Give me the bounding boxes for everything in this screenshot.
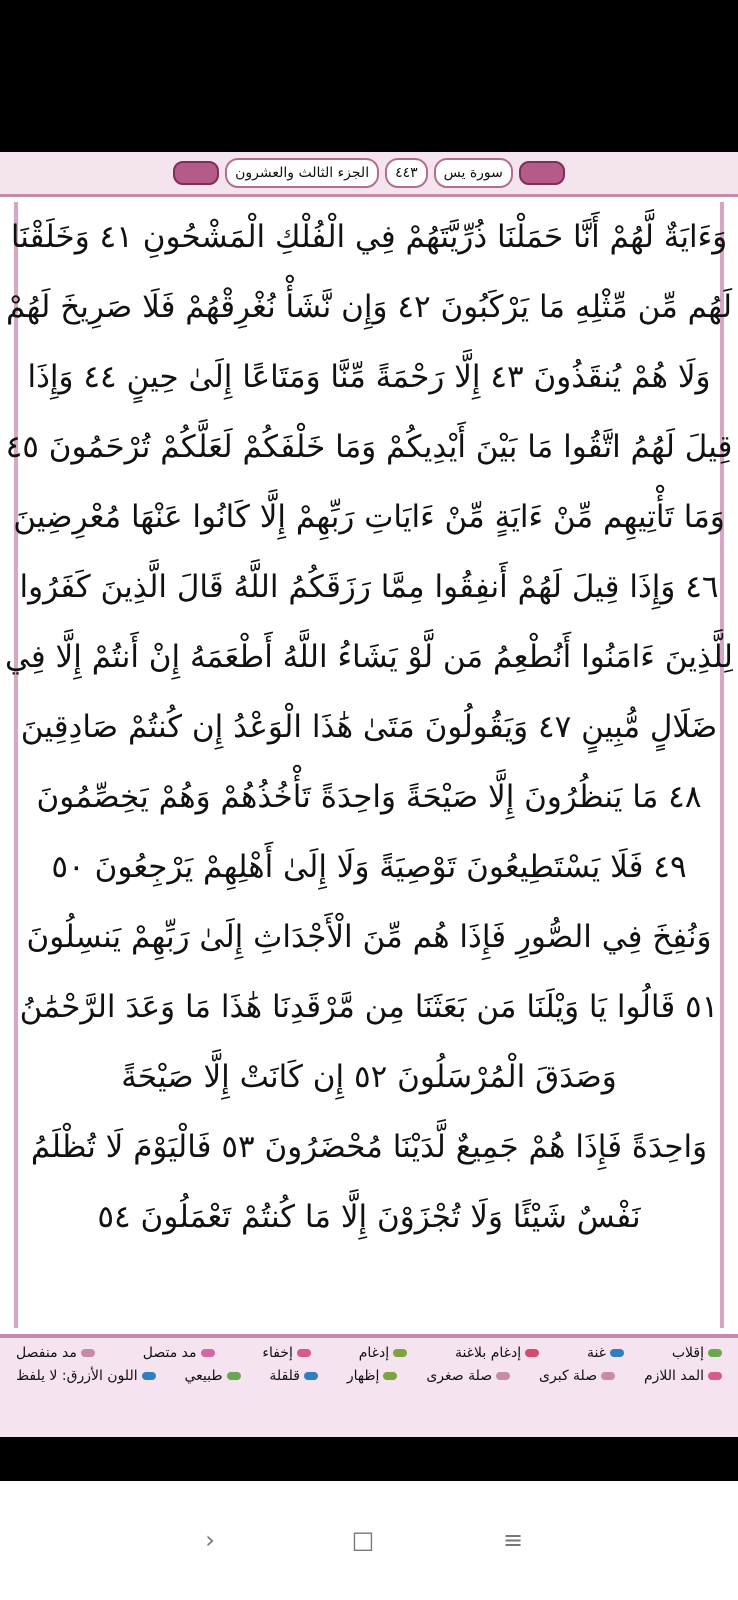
verse-line: وَلَا هُمْ يُنقَذُونَ ٤٣ إِلَّا رَحْمَةً مِّنَّا وَمَتَاعًا إِلَىٰ حِينٍ ٤٤ وَإِذَا — [27, 359, 711, 395]
system-nav-bar — [0, 1481, 738, 1600]
verse-line: لَهُم مِّن مِّثْلِهِ مَا يَرْكَبُونَ ٤٢ وَإِن نَّشَأْ نُغْرِقْهُمْ فَلَا صَرِيخَ لَهُمْ — [5, 289, 733, 325]
header-ornament-icon — [519, 161, 565, 185]
bottom-black-bar — [0, 1437, 738, 1481]
legend-item: مد منفصل — [16, 1345, 95, 1361]
juz-label: الجزء الثالث والعشرون — [225, 158, 379, 188]
legend-item: غنة — [587, 1345, 624, 1361]
legend-item: طبيعي — [185, 1368, 241, 1384]
legend-item: صلة كبرى — [539, 1368, 615, 1384]
verse-line: ٤٦ وَإِذَا قِيلَ لَهُمْ أَنفِقُوا مِمَّا رَزَقَكُمُ اللَّهُ قَالَ الَّذِينَ كَفَرُوا — [19, 569, 719, 605]
legend-item: مد متصل — [143, 1345, 215, 1361]
legend-row — [0, 1338, 738, 1361]
legend-item: صلة صغرى — [426, 1368, 510, 1384]
top-black-bar — [0, 0, 738, 152]
legend-item: إقلاب — [672, 1345, 722, 1361]
verse-text-area — [5, 202, 733, 1328]
header-ornament-icon — [173, 161, 219, 185]
quran-page — [0, 152, 738, 1437]
surah-name: سورة يس — [434, 158, 513, 188]
tajweed-legend — [0, 1334, 738, 1441]
page-header — [0, 152, 738, 197]
legend-item: إخفاء — [262, 1345, 310, 1361]
verse-line: قِيلَ لَهُمُ اتَّقُوا مَا بَيْنَ أَيْدِيكُمْ وَمَا خَلْفَكُمْ لَعَلَّكُمْ تُرْحَمُونَ ٤٥ — [5, 429, 733, 465]
verse-line: وَنُفِخَ فِي الصُّورِ فَإِذَا هُم مِّنَ الْأَجْدَاثِ إِلَىٰ رَبِّهِمْ يَنسِلُونَ — [26, 919, 712, 955]
verse-line: نَفْسٌ شَيْئًا وَلَا تُجْزَوْنَ إِلَّا مَا كُنتُمْ تَعْمَلُونَ ٥٤ — [97, 1199, 641, 1235]
home-icon[interactable]: □ — [351, 1526, 375, 1554]
verse-line: وَصَدَقَ الْمُرْسَلُونَ ٥٢ إِن كَانَتْ إِلَّا صَيْحَةً — [121, 1059, 617, 1095]
page-number: ٤٤٣ — [385, 158, 428, 188]
verse-line: ضَلَالٍ مُّبِينٍ ٤٧ وَيَقُولُونَ مَتَىٰ هَٰذَا الْوَعْدُ إِن كُنتُمْ صَادِقِينَ — [20, 709, 718, 745]
legend-item: اللون الأزرق: لا يلفظ — [16, 1368, 156, 1384]
verse-line: لِلَّذِينَ ءَامَنُوا أَنُطْعِمُ مَن لَّوْ يَشَاءُ اللَّهُ أَطْعَمَهُ إِنْ أَنتُمْ إِلَّا فِي — [5, 639, 733, 675]
legend-item: قلقلة — [269, 1368, 318, 1384]
verse-line: ٥١ قَالُوا يَا وَيْلَنَا مَن بَعَثَنَا مِن مَّرْقَدِنَا هَٰذَا مَا وَعَدَ الرَّحْمَٰنُ — [19, 989, 719, 1025]
legend-row — [0, 1361, 738, 1384]
legend-item: إدغام — [359, 1345, 407, 1361]
legend-item: إدغام بلاغنة — [455, 1345, 539, 1361]
legend-item: المد اللازم — [644, 1368, 722, 1384]
verse-line: وَمَا تَأْتِيهِم مِّنْ ءَايَةٍ مِّنْ ءَايَاتِ رَبِّهِمْ إِلَّا كَانُوا عَنْهَا مُعْرِضِينَ — [13, 499, 725, 535]
verse-line: ٤٨ مَا يَنظُرُونَ إِلَّا صَيْحَةً وَاحِدَةً تَأْخُذُهُمْ وَهُمْ يَخِصِّمُونَ — [36, 779, 702, 815]
verse-line: وَاحِدَةً فَإِذَا هُمْ جَمِيعٌ لَّدَيْنَا مُحْضَرُونَ ٥٣ فَالْيَوْمَ لَا تُظْلَمُ — [30, 1129, 708, 1165]
verse-line: ٤٩ فَلَا يَسْتَطِيعُونَ تَوْصِيَةً وَلَا إِلَىٰ أَهْلِهِمْ يَرْجِعُونَ ٥٠ — [51, 849, 687, 885]
legend-item: إظهار — [347, 1368, 398, 1384]
verse-line: وَءَايَةٌ لَّهُمْ أَنَّا حَمَلْنَا ذُرِّيَّتَهُمْ فِي الْفُلْكِ الْمَشْحُونِ ٤١ وَخَلَقْنَا — [10, 219, 728, 255]
recent-apps-icon[interactable]: ≡ — [502, 1526, 524, 1554]
back-icon[interactable]: › — [205, 1526, 215, 1554]
